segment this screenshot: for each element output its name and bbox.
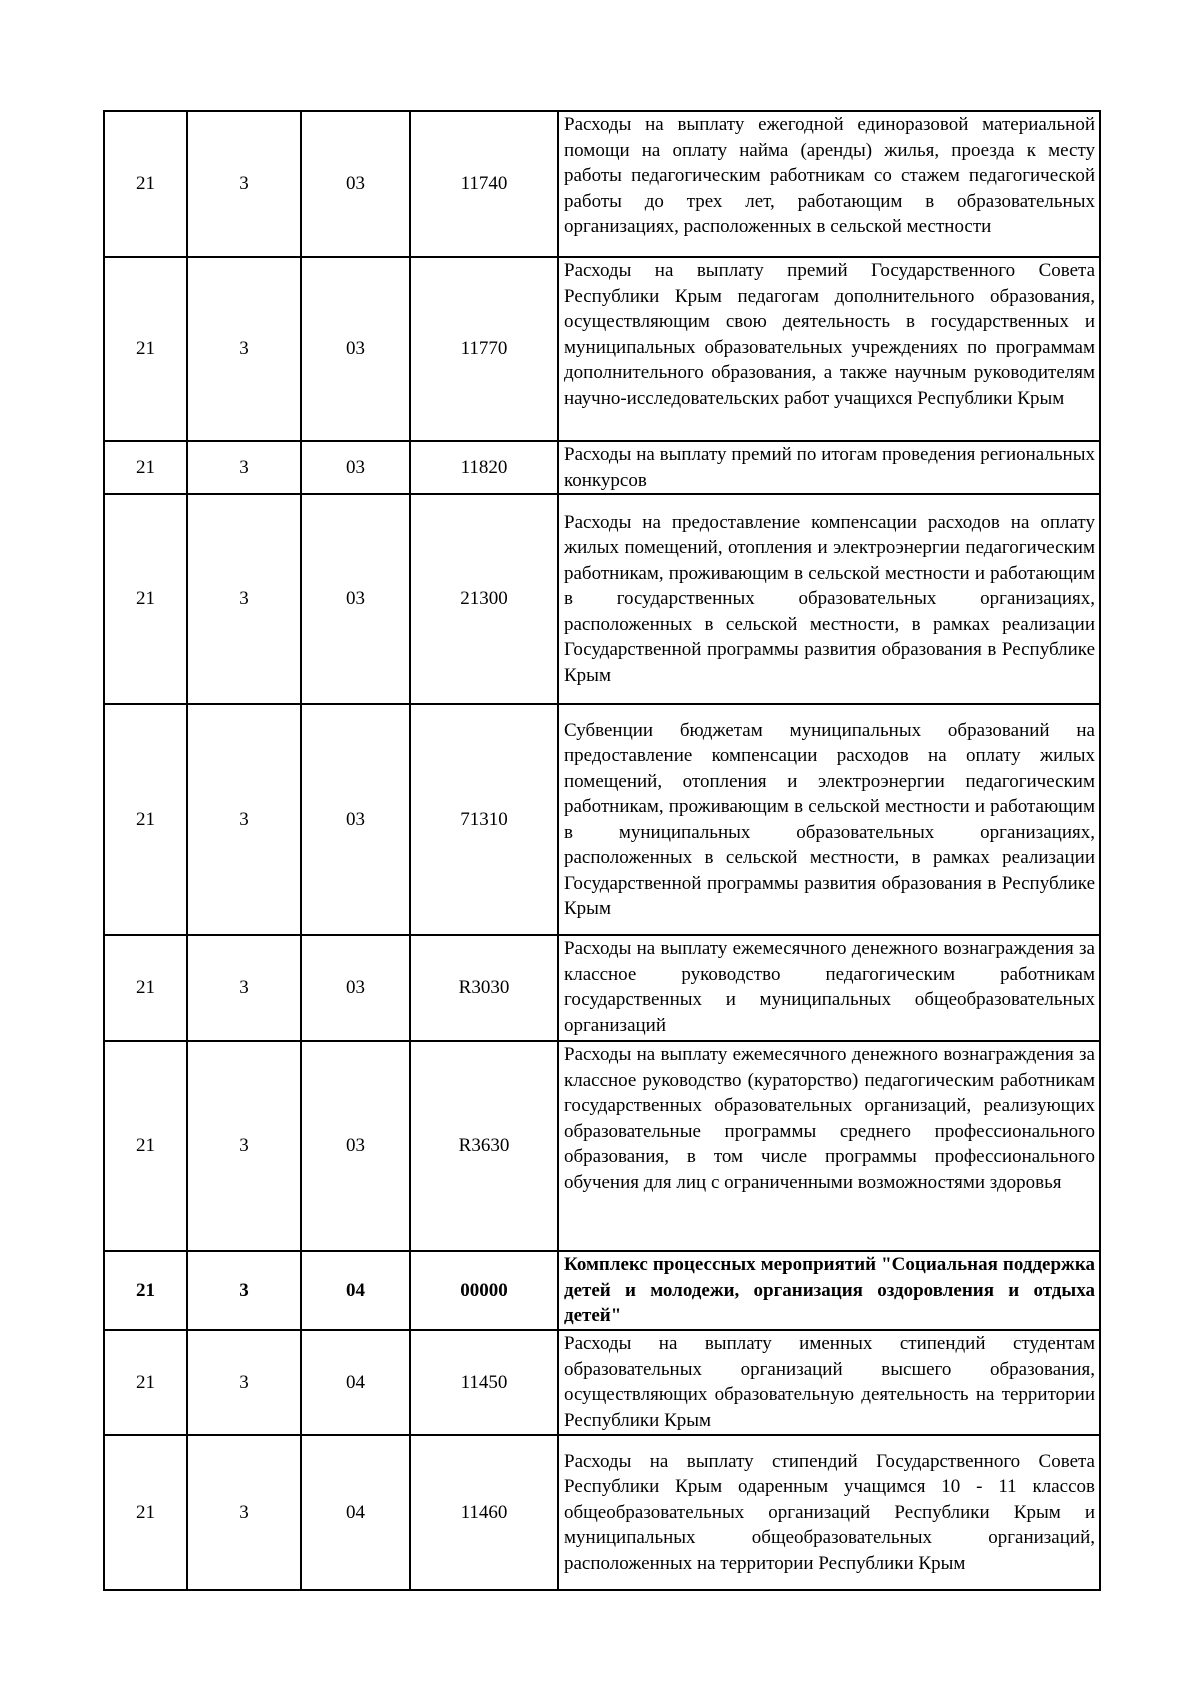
description-cell: Расходы на предоставление компенсации расходов на оплату жилых помещений, отопления и электроэнергии педагогическим работникам, проживающим в сельской местности и работающим в государственных образовательных организациях, расположенных в сельской местности, в рамках реализации Государственной программы развития образования в Республике Крым bbox=[558, 494, 1100, 704]
table-row bbox=[104, 111, 1100, 257]
subprogram-code-cell: 3 bbox=[187, 494, 301, 704]
direction-code-cell: R3030 bbox=[410, 935, 558, 1041]
table-row bbox=[104, 257, 1100, 441]
activity-code-cell: 03 bbox=[301, 441, 410, 494]
table-row bbox=[104, 704, 1100, 935]
subprogram-code-cell: 3 bbox=[187, 257, 301, 441]
program-code-cell: 21 bbox=[104, 1041, 187, 1251]
activity-code-cell: 03 bbox=[301, 935, 410, 1041]
subprogram-code-cell: 3 bbox=[187, 441, 301, 494]
direction-code-cell: 11460 bbox=[410, 1435, 558, 1590]
description-cell: Расходы на выплату ежегодной единоразовой материальной помощи на оплату найма (аренды) жилья, проезда к месту работы педагогическим работникам со стажем педагогической работы до трех лет, работающим в образовательных организациях, расположенных в сельской местности bbox=[558, 111, 1100, 257]
subprogram-code-cell: 3 bbox=[187, 1435, 301, 1590]
table-row bbox=[104, 935, 1100, 1041]
activity-code-cell: 03 bbox=[301, 704, 410, 935]
description-cell: Комплекс процессных мероприятий "Социальная поддержка детей и молодежи, организация оздоровления и отдыха детей" bbox=[558, 1251, 1100, 1330]
program-code-cell: 21 bbox=[104, 935, 187, 1041]
program-code-cell: 21 bbox=[104, 257, 187, 441]
description-cell: Расходы на выплату премий Государственного Совета Республики Крым педагогам дополнительного образования, осуществляющим свою деятельность в государственных и муниципальных образовательных учреждениях по программам дополнительного образования, а также научным руководителям научно-исследовательских работ учащихся Республики Крым bbox=[558, 257, 1100, 441]
activity-code-cell: 03 bbox=[301, 257, 410, 441]
program-code-cell: 21 bbox=[104, 494, 187, 704]
subprogram-code-cell: 3 bbox=[187, 1251, 301, 1330]
activity-code-cell: 03 bbox=[301, 1041, 410, 1251]
subprogram-code-cell: 3 bbox=[187, 1330, 301, 1435]
description-cell: Расходы на выплату именных стипендий студентам образовательных организаций высшего образования, осуществляющих образовательную деятельность на территории Республики Крым bbox=[558, 1330, 1100, 1435]
program-code-cell: 21 bbox=[104, 1330, 187, 1435]
subprogram-code-cell: 3 bbox=[187, 1041, 301, 1251]
program-code-cell: 21 bbox=[104, 1251, 187, 1330]
activity-code-cell: 03 bbox=[301, 111, 410, 257]
description-cell: Расходы на выплату стипендий Государственного Совета Республики Крым одаренным учащимся 10 - 11 классов общеобразовательных организаций Республики Крым и муниципальных общеобразовательных организаций, расположенных на территории Республики Крым bbox=[558, 1435, 1100, 1590]
table-row bbox=[104, 441, 1100, 494]
direction-code-cell: 11740 bbox=[410, 111, 558, 257]
subprogram-code-cell: 3 bbox=[187, 935, 301, 1041]
table-row bbox=[104, 1251, 1100, 1330]
activity-code-cell: 04 bbox=[301, 1435, 410, 1590]
description-cell: Расходы на выплату ежемесячного денежного вознаграждения за классное руководство (кураторство) педагогическим работникам государственных образовательных организаций, реализующих образовательные программы среднего профессионального образования, в том числе программы профессионального обучения для лиц с ограниченными возможностями здоровья bbox=[558, 1041, 1100, 1251]
activity-code-cell: 04 bbox=[301, 1330, 410, 1435]
subprogram-code-cell: 3 bbox=[187, 111, 301, 257]
program-code-cell: 21 bbox=[104, 441, 187, 494]
activity-code-cell: 04 bbox=[301, 1251, 410, 1330]
description-cell: Расходы на выплату премий по итогам проведения региональных конкурсов bbox=[558, 441, 1100, 494]
program-code-cell: 21 bbox=[104, 1435, 187, 1590]
direction-code-cell: 00000 bbox=[410, 1251, 558, 1330]
table-row bbox=[104, 494, 1100, 704]
table-row bbox=[104, 1435, 1100, 1590]
direction-code-cell: R3630 bbox=[410, 1041, 558, 1251]
table-row bbox=[104, 1041, 1100, 1251]
direction-code-cell: 11770 bbox=[410, 257, 558, 441]
description-cell: Расходы на выплату ежемесячного денежного вознаграждения за классное руководство педагогическим работникам государственных и муниципальных общеобразовательных организаций bbox=[558, 935, 1100, 1041]
table-row bbox=[104, 1330, 1100, 1435]
program-code-cell: 21 bbox=[104, 111, 187, 257]
direction-code-cell: 21300 bbox=[410, 494, 558, 704]
activity-code-cell: 03 bbox=[301, 494, 410, 704]
direction-code-cell: 11450 bbox=[410, 1330, 558, 1435]
direction-code-cell: 71310 bbox=[410, 704, 558, 935]
budget-classification-table bbox=[103, 110, 1101, 1591]
subprogram-code-cell: 3 bbox=[187, 704, 301, 935]
direction-code-cell: 11820 bbox=[410, 441, 558, 494]
description-cell: Субвенции бюджетам муниципальных образований на предоставление компенсации расходов на оплату жилых помещений, отопления и электроэнергии педагогическим работникам, проживающим в сельской местности и работающим в муниципальных образовательных организациях, расположенных в сельской местности, в рамках реализации Государственной программы развития образования в Республике Крым bbox=[558, 704, 1100, 935]
program-code-cell: 21 bbox=[104, 704, 187, 935]
